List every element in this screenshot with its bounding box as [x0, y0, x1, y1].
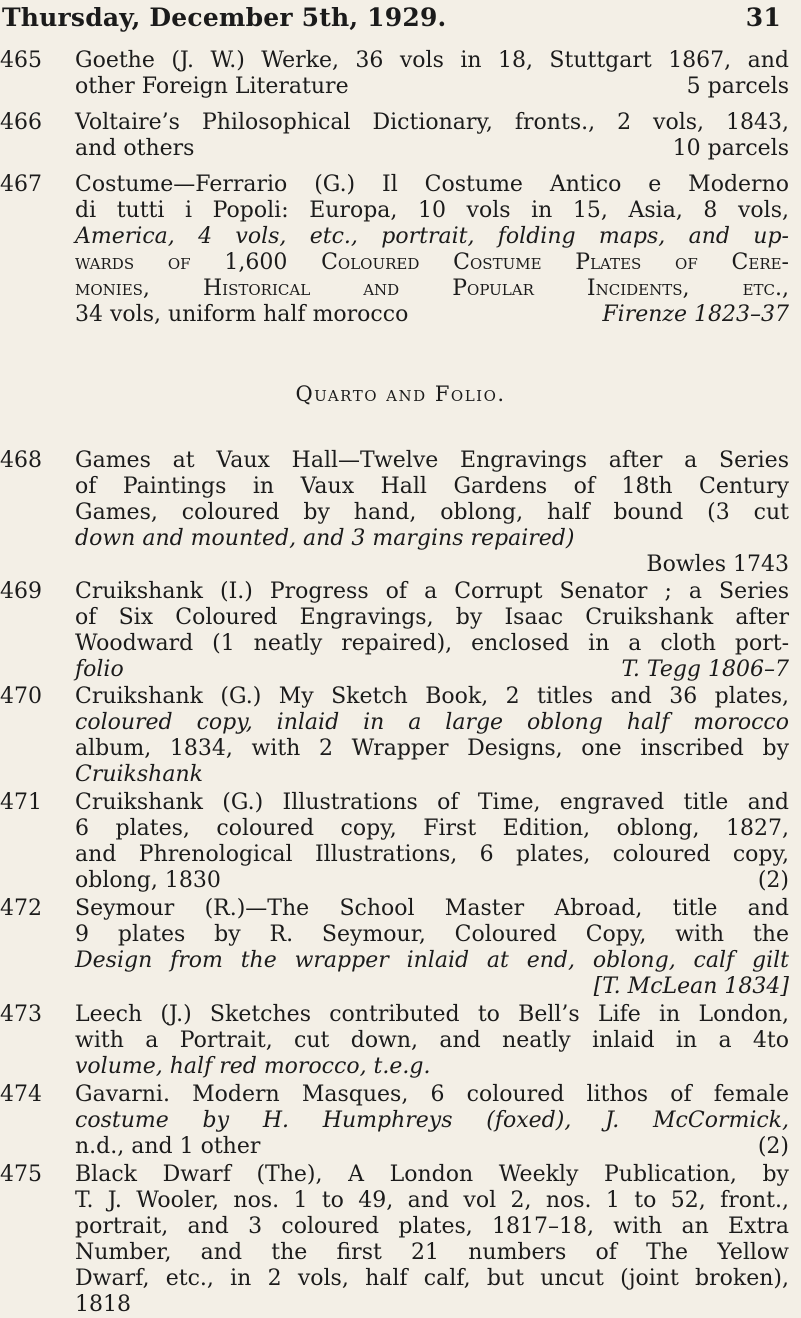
lot-line: Dwarf, etc., in 2 vols, half calf, but uncut (joint broken), [75, 1266, 789, 1291]
lot-line: Cruikshank (G.) My Sketch Book, 2 titles and 36 plates, [75, 684, 789, 709]
lot-line: Goethe (J. W.) Werke, 36 vols in 18, Stuttgart 1867, and [75, 48, 789, 73]
lot-line: oblong, 1830 [75, 868, 221, 893]
lot-line: Costume—Ferrario (G.) Il Costume Antico e Moderno [75, 172, 789, 197]
lot-line: 6 plates, coloured copy, First Edition, oblong, 1827, [75, 816, 789, 841]
lot-number: 468 [0, 448, 42, 473]
lot-line: folio [75, 657, 124, 682]
page-header [0, 0, 801, 40]
lot-number: 469 [0, 579, 42, 604]
lot-line: coloured copy, inlaid in a large oblong half morocco [75, 710, 789, 735]
lot-line: of Six Coloured Engravings, by Isaac Cruikshank after [75, 605, 789, 630]
section-heading: Quarto and Folio. [295, 382, 506, 406]
lot-line: America, 4 vols, etc., portrait, folding maps, and up- [75, 224, 789, 249]
page-number: 31 [745, 3, 781, 32]
lot-number: 466 [0, 110, 42, 135]
lot-number: 471 [0, 790, 42, 815]
lot-imprint: [T. McLean 1834] [593, 974, 789, 999]
lot-line: volume, half red morocco, t.e.g. [75, 1054, 431, 1079]
lot-line: Seymour (R.)—The School Master Abroad, title and [75, 896, 789, 921]
lot-line: of Paintings in Vaux Hall Gardens of 18th Century [75, 474, 789, 499]
lot-number: 472 [0, 896, 42, 921]
lot-line: and others [75, 136, 195, 161]
lot-line: Voltaire’s Philosophical Dictionary, fronts., 2 vols, 1843, [75, 110, 789, 135]
lot-quantity: (2) [757, 868, 789, 893]
lot-line: Number, and the first 21 numbers of The Yellow [75, 1240, 789, 1265]
lot-quantity: 5 parcels [686, 74, 789, 99]
lot-line: album, 1834, with 2 Wrapper Designs, one inscribed by [75, 736, 789, 761]
lot-line: and Phrenological Illustrations, 6 plates, coloured copy, [75, 842, 789, 867]
lot-line: di tutti i Popoli: Europa, 10 vols in 15, Asia, 8 vols, [75, 198, 789, 223]
lot-number: 467 [0, 172, 42, 197]
lot-imprint: T. Tegg 1806–7 [621, 657, 789, 682]
lot-line: 1818 [75, 1292, 131, 1317]
lot-line: Woodward (1 neatly repaired), enclosed in a cloth port- [75, 631, 789, 656]
lot-line: Black Dwarf (The), A London Weekly Publication, by [75, 1162, 789, 1187]
lot-line: portrait, and 3 coloured plates, 1817–18, with an Extra [75, 1214, 789, 1239]
lot-line: Games, coloured by hand, oblong, half bound (3 cut [75, 500, 789, 525]
lot-number: 470 [0, 684, 42, 709]
lot-line: monies, Historical and Popular Incidents, etc., [75, 276, 789, 301]
lot-line: n.d., and 1 other [75, 1134, 261, 1159]
lot-quantity: 10 parcels [672, 136, 789, 161]
lot-imprint: Firenze 1823–37 [602, 302, 789, 327]
lot-line: 9 plates by R. Seymour, Coloured Copy, with the [75, 922, 789, 947]
lot-line: Cruikshank (I.) Progress of a Corrupt Senator ; a Series [75, 579, 789, 604]
lot-line: other Foreign Literature [75, 74, 349, 99]
page-date: Thursday, December 5th, 1929. [2, 3, 447, 32]
lot-line: Cruikshank (G.) Illustrations of Time, engraved title and [75, 790, 789, 815]
lot-number: 475 [0, 1162, 42, 1187]
lot-line: T. J. Wooler, nos. 1 to 49, and vol 2, nos. 1 to 52, front., [75, 1188, 789, 1213]
lot-number: 473 [0, 1002, 42, 1027]
lot-line: with a Portrait, cut down, and neatly inlaid in a 4to [75, 1028, 789, 1053]
lot-line: Design from the wrapper inlaid at end, oblong, calf gilt [75, 948, 789, 973]
lot-line: wards of 1,600 Coloured Costume Plates of Cere- [75, 250, 789, 275]
lot-line: down and mounted, and 3 margins repaired) [75, 526, 575, 551]
lot-number: 465 [0, 48, 42, 73]
lot-imprint: Bowles 1743 [646, 552, 789, 577]
lot-line: 34 vols, uniform half morocco [75, 302, 409, 327]
lot-quantity: (2) [757, 1134, 789, 1159]
lot-number: 474 [0, 1082, 42, 1107]
lot-line: Gavarni. Modern Masques, 6 coloured lithos of female [75, 1082, 789, 1107]
lot-line: costume by H. Humphreys (foxed), J. McCormick, [75, 1108, 789, 1133]
lot-line: Games at Vaux Hall—Twelve Engravings after a Series [75, 448, 789, 473]
lot-line: Cruikshank [75, 762, 203, 787]
lot-line: Leech (J.) Sketches contributed to Bell’s Life in London, [75, 1002, 789, 1027]
